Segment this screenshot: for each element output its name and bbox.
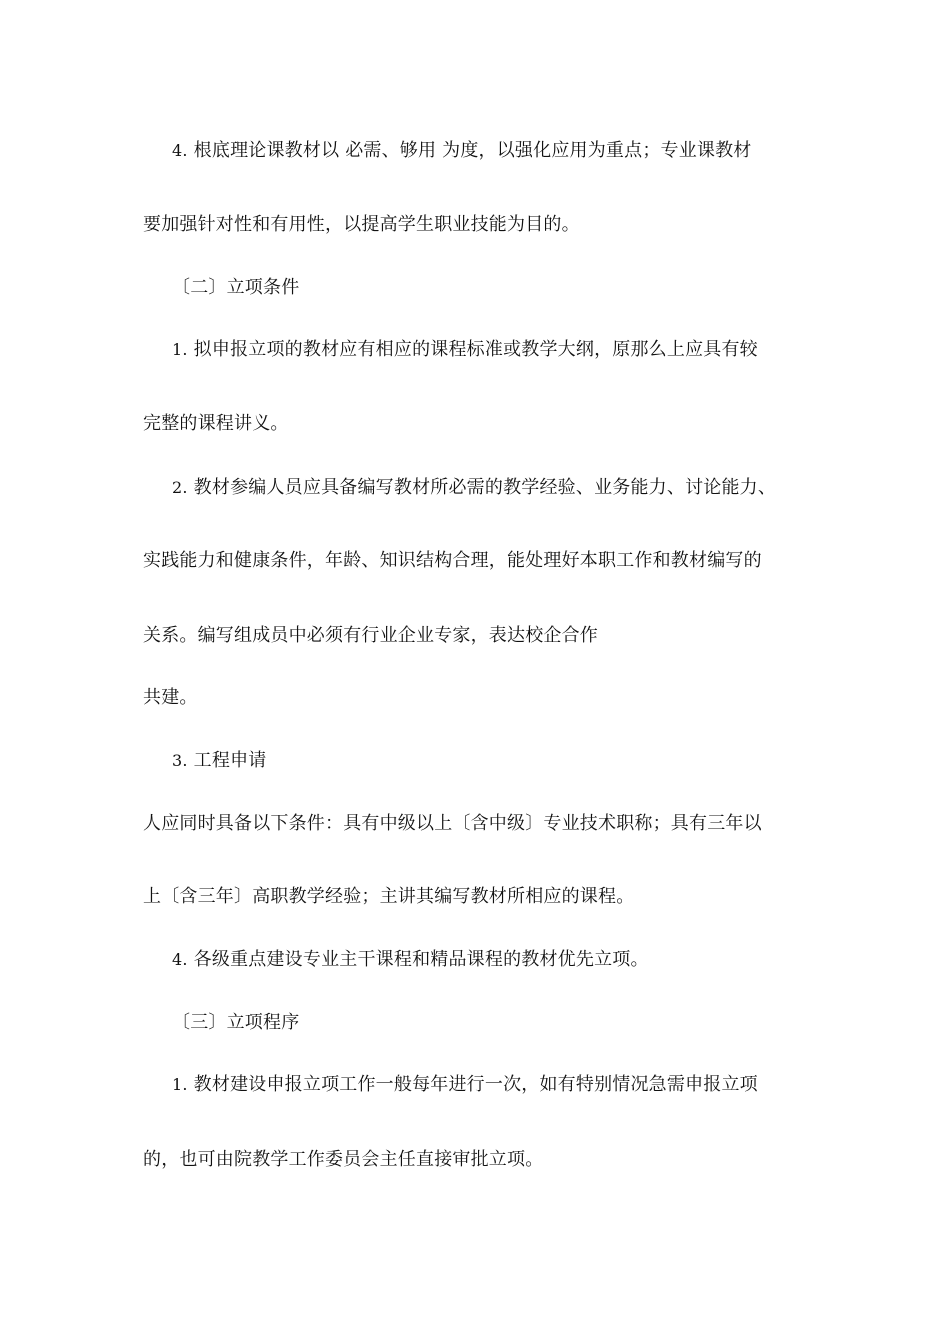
item-number: 4.: [172, 950, 188, 969]
item-number: 4.: [172, 141, 188, 160]
paragraph-3-line-2: 实践能力和健康条件，年龄、知识结构合理，能处理好本职工作和教材编写的: [143, 550, 762, 571]
paragraph-6-line-1: 1. 教材建设申报立项工作一般每年进行一次，如有特别情况急需申报立项: [172, 1074, 758, 1095]
paragraph-2-line-1: 1. 拟申报立项的教材应有相应的课程标准或教学大纲，原那么上应具有较: [172, 339, 758, 360]
paragraph-1-line-2: 要加强针对性和有用性，以提高学生职业技能为目的。: [143, 214, 580, 235]
paragraph-1-line-1: 4. 根底理论课教材以 必需、够用 为度，以强化应用为重点；专业课教材: [172, 140, 752, 161]
paragraph-4-line-1: 3. 工程申请: [172, 750, 267, 771]
paragraph-3-line-1: 2. 教材参编人员应具备编写教材所必需的教学经验、业务能力、讨论能力、: [172, 477, 777, 498]
paragraph-3-line-4: 共建。: [143, 687, 198, 708]
paragraph-2-line-2: 完整的课程讲义。: [143, 413, 289, 434]
item-number: 2.: [172, 478, 188, 497]
section-heading-procedure: 〔三〕立项程序: [172, 1012, 300, 1033]
paragraph-5-line-1: 4. 各级重点建设专业主干课程和精品课程的教材优先立项。: [172, 949, 649, 970]
item-number: 1.: [172, 340, 188, 359]
item-number: 3.: [172, 751, 188, 770]
item-number: 1.: [172, 1075, 188, 1094]
paragraph-3-line-3: 关系。编写组成员中必须有行业企业专家，表达校企合作: [143, 625, 598, 646]
paragraph-6-line-2: 的，也可由院教学工作委员会主任直接审批立项。: [143, 1149, 544, 1170]
paragraph-4-line-2: 人应同时具备以下条件：具有中级以上〔含中级〕专业技术职称；具有三年以: [143, 813, 762, 834]
section-heading-conditions: 〔二〕立项条件: [172, 277, 300, 298]
paragraph-4-line-3: 上〔含三年〕高职教学经验；主讲其编写教材所相应的课程。: [143, 886, 635, 907]
